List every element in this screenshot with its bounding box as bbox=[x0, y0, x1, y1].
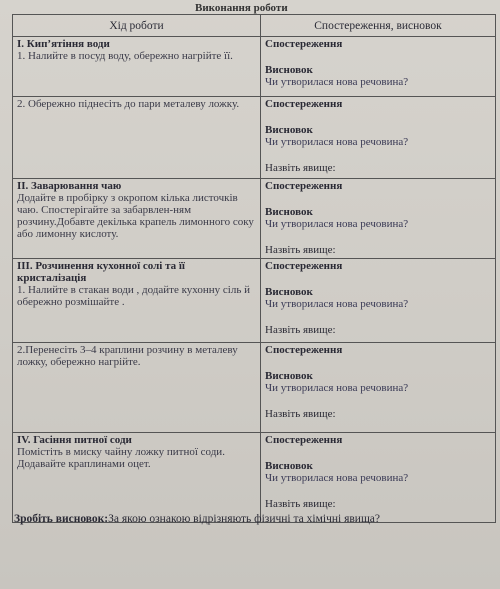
observation-cell[interactable] bbox=[261, 259, 496, 343]
procedure-cell bbox=[13, 433, 261, 523]
stage-title: III. Розчинення кухонної солі та її кристалізація bbox=[17, 260, 185, 284]
final-conclusion-label: Зробіть висновок: bbox=[14, 513, 109, 525]
phenomenon-label: Назвіть явище: bbox=[265, 162, 336, 174]
step-text: 1. Налийте в стакан води , додайте кухонну сіль й обережно розмішайте . bbox=[17, 284, 250, 308]
table-header-row bbox=[13, 15, 496, 37]
phenomenon-label: Назвіть явище: bbox=[265, 498, 336, 510]
observation-cell[interactable] bbox=[261, 343, 496, 433]
observation-cell[interactable] bbox=[261, 97, 496, 179]
phenomenon-label: Назвіть явище: bbox=[265, 324, 336, 336]
question-text: Чи утворилася нова речовина? bbox=[265, 472, 409, 484]
step-text: Додайте в пробірку з окропом кілька листочків чаю. Спостерігайте за забарвлен-ням розчину.Добавте декілька крапель лимонного соку або лимонну кислоту. bbox=[17, 192, 254, 240]
header-procedure: Хід роботи bbox=[13, 15, 261, 37]
final-conclusion-question: За якою ознакою відрізняють фізичні та хімічні явища? bbox=[108, 513, 381, 525]
conclusion-label: Висновок bbox=[265, 64, 313, 76]
observation-label: Спостереження bbox=[265, 434, 343, 446]
question-text: Чи утворилася нова речовина? bbox=[265, 136, 409, 148]
step-text: 2. Обережно піднесіть до пари металеву ложку. bbox=[17, 98, 240, 110]
question-text: Чи утворилася нова речовина? bbox=[265, 218, 409, 230]
procedure-cell bbox=[13, 259, 261, 343]
observation-label: Спостереження bbox=[265, 38, 343, 50]
table-row bbox=[13, 343, 496, 433]
observation-label: Спостереження bbox=[265, 260, 343, 272]
table-row bbox=[13, 37, 496, 97]
conclusion-label: Висновок bbox=[265, 460, 313, 472]
step-text: 1. Налийте в посуд воду, обережно нагрійте її. bbox=[17, 50, 233, 62]
observation-label: Спостереження bbox=[265, 98, 343, 110]
question-text: Чи утворилася нова речовина? bbox=[265, 298, 409, 310]
observation-label: Спостереження bbox=[265, 180, 343, 192]
stage-title: I. Кип’ятіння води bbox=[17, 38, 110, 50]
table-row bbox=[13, 259, 496, 343]
question-text: Чи утворилася нова речовина? bbox=[265, 76, 409, 88]
procedure-cell bbox=[13, 343, 261, 433]
observation-cell[interactable] bbox=[261, 37, 496, 97]
step-text: 2.Перенесіть 3–4 краплини розчину в металеву ложку, обережно нагрійте. bbox=[17, 344, 238, 368]
stage-title: II. Заварювання чаю bbox=[17, 180, 122, 192]
table-row bbox=[13, 97, 496, 179]
observation-cell[interactable] bbox=[261, 179, 496, 259]
phenomenon-label: Назвіть явище: bbox=[265, 244, 336, 256]
header-observations: Спостереження, висновок bbox=[261, 15, 496, 37]
question-text: Чи утворилася нова речовина? bbox=[265, 382, 409, 394]
final-conclusion bbox=[14, 513, 380, 525]
observation-label: Спостереження bbox=[265, 344, 343, 356]
conclusion-label: Висновок bbox=[265, 124, 313, 136]
procedure-cell bbox=[13, 97, 261, 179]
table-row bbox=[13, 179, 496, 259]
phenomenon-label: Назвіть явище: bbox=[265, 408, 336, 420]
conclusion-label: Висновок bbox=[265, 286, 313, 298]
conclusion-label: Висновок bbox=[265, 206, 313, 218]
stage-title: IV. Гасіння питної соди bbox=[17, 434, 132, 446]
conclusion-label: Висновок bbox=[265, 370, 313, 382]
procedure-cell bbox=[13, 179, 261, 259]
page-title: Виконання роботи bbox=[195, 2, 288, 14]
procedure-cell bbox=[13, 37, 261, 97]
table-row bbox=[13, 433, 496, 523]
work-table bbox=[12, 14, 496, 523]
step-text: Помістіть в миску чайну ложку питної соди. Додавайте краплинами оцет. bbox=[17, 446, 225, 470]
observation-cell[interactable] bbox=[261, 433, 496, 523]
